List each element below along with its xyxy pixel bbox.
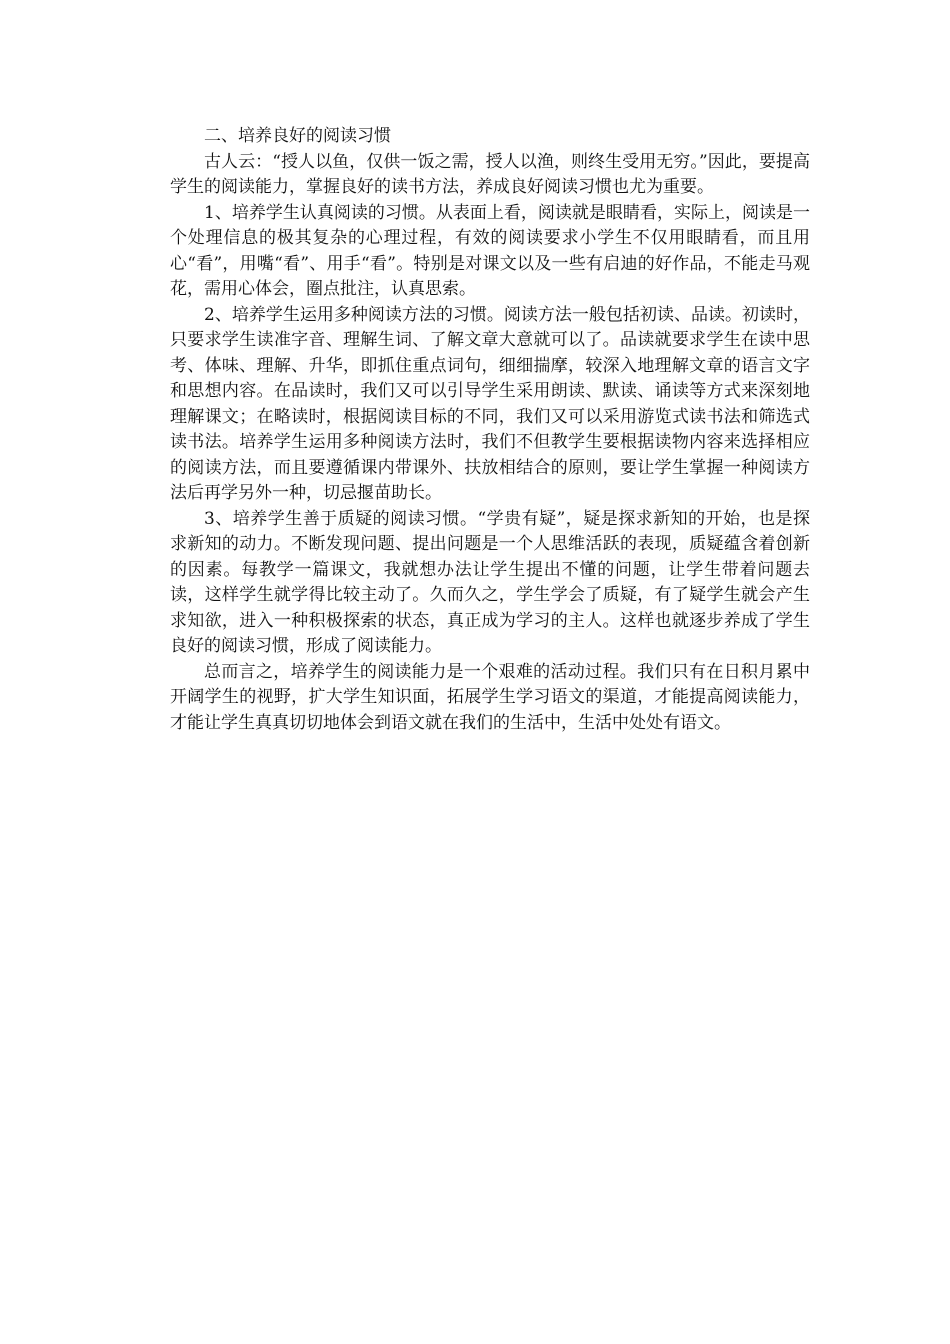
paragraph-conclusion: 总而言之，培养学生的阅读能力是一个艰难的活动过程。我们只有在日积月累中开阔学生的视野，扩大学生知识面，拓展学生学习语文的渠道，才能提高阅读能力，才能让学生真真切切地体会到语文就在我们的生活中，生活中处处有语文。: [170, 661, 810, 733]
document-body: [170, 124, 810, 736]
paragraph-habit-1: 1、培养学生认真阅读的习惯。从表面上看，阅读就是眼睛看，实际上，阅读是一个处理信息的极其复杂的心理过程，有效的阅读要求小学生不仅用眼睛看，而且用心“看”，用嘴“看”、用手“看”。特别是对课文以及一些有启迪的好作品，不能走马观花，需用心体会，圈点批注，认真思索。: [170, 202, 810, 299]
section-heading: 二、培养良好的阅读习惯: [204, 126, 391, 146]
paragraph-intro: 古人云：“授人以鱼，仅供一饭之需，授人以渔，则终生受用无穷。”因此，要提高学生的阅读能力，掌握良好的读书方法，养成良好阅读习惯也尤为重要。: [170, 151, 810, 197]
paragraph-habit-3: 3、培养学生善于质疑的阅读习惯。“学贵有疑”，疑是探求新知的开始，也是探求新知的动力。不断发现问题、提出问题是一个人思维活跃的表现，质疑蕴含着创新的因素。每教学一篇课文，我就想办法让学生提出不懂的问题，让学生带着问题去读，这样学生就学得比较主动了。久而久之，学生学会了质疑，有了疑学生就会产生求知欲，进入一种积极探索的状态，真正成为学习的主人。这样也就逐步养成了学生良好的阅读习惯，形成了阅读能力。: [170, 508, 810, 656]
paragraph-habit-2: 2、培养学生运用多种阅读方法的习惯。阅读方法一般包括初读、品读。初读时，只要求学生读准字音、理解生词、了解文章大意就可以了。品读就要求学生在读中思考、体味、理解、升华，即抓住重点词句，细细揣摩，较深入地理解文章的语言文字和思想内容。在品读时，我们又可以引导学生采用朗读、默读、诵读等方式来深刻地理解课文；在略读时，根据阅读目标的不同，我们又可以采用游览式读书法和筛选式读书法。培养学生运用多种阅读方法时，我们不但教学生要根据读物内容来选择相应的阅读方法，而且要遵循课内带课外、扶放相结合的原则，要让学生掌握一种阅读方法后再学另外一种，切忌揠苗助长。: [170, 304, 810, 503]
